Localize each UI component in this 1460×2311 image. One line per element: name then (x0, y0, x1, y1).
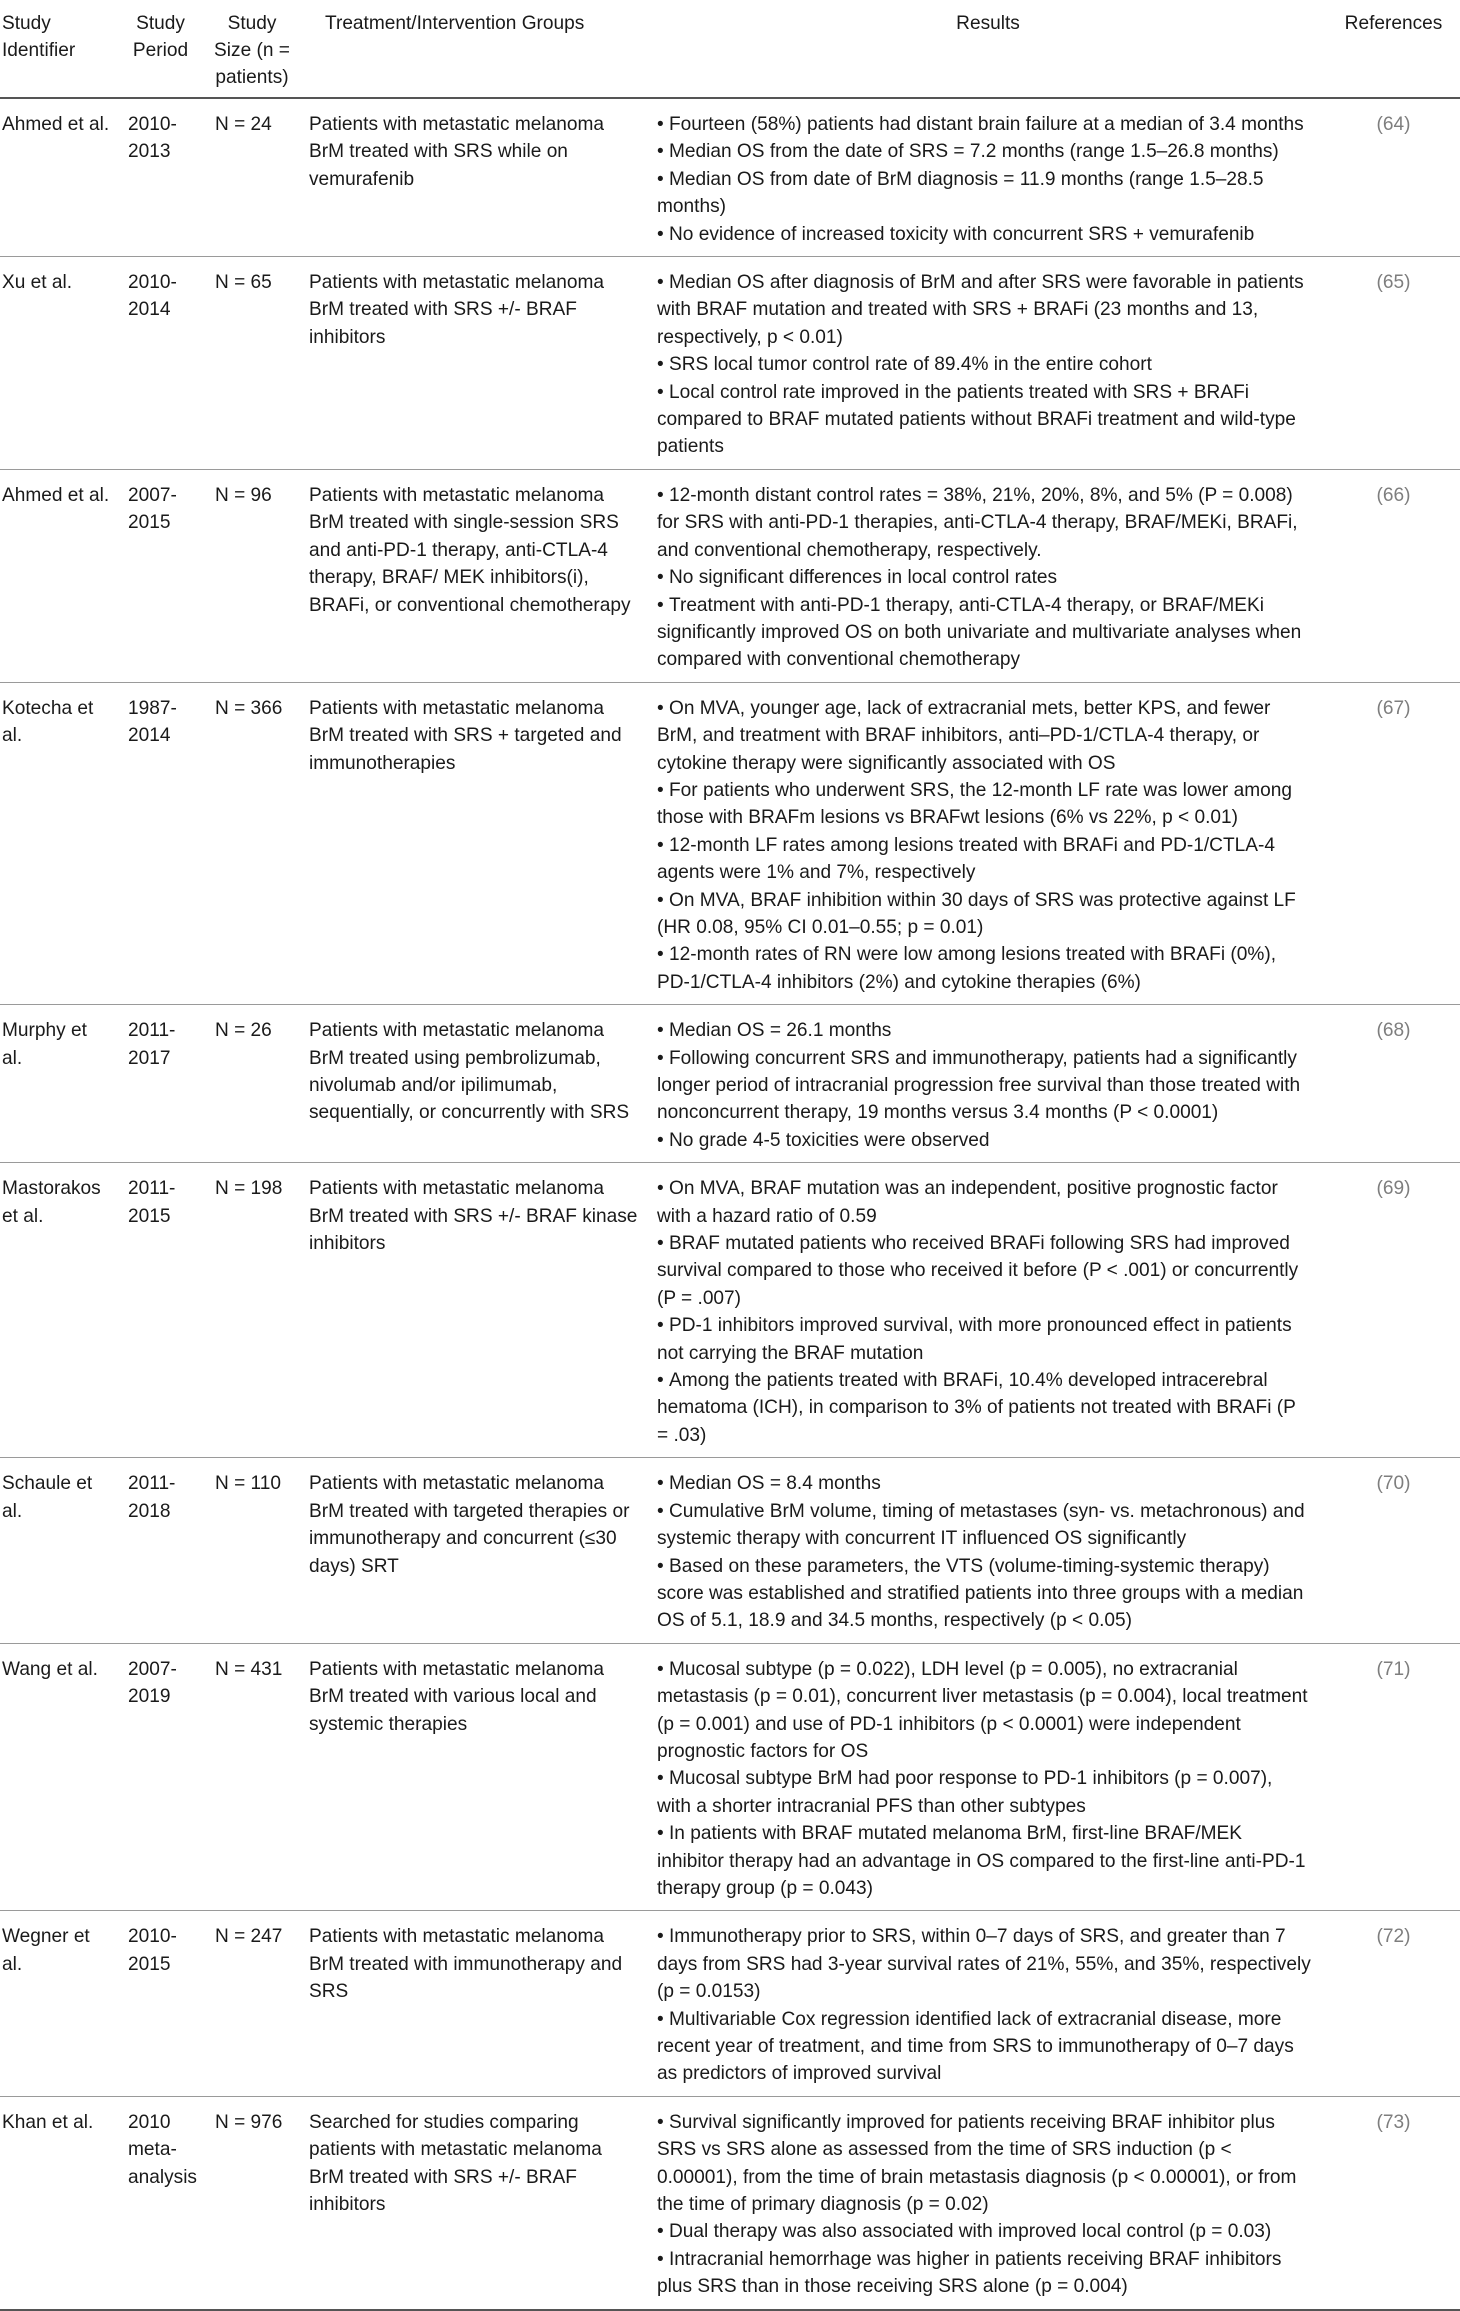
reference-link: (65) (1327, 257, 1460, 470)
study-period-cell: 2010 meta-analysis (118, 2096, 203, 2309)
result-bullet: • Median OS after diagnosis of BrM and after SRS were favorable in patients with BRAF mutation and treated with SRS + BRAFi (23 months and 13, respectively, p < 0.01) (657, 269, 1311, 351)
result-bullet: • Among the patients treated with BRAFi, 10.4% developed intracerebral hematoma (ICH), in comparison to 3% of patients not treated with BRAFi (P = .03) (657, 1367, 1311, 1449)
study-period-cell: 2010-2014 (118, 257, 203, 470)
result-bullet: • Median OS = 26.1 months (657, 1017, 1311, 1044)
table-row (0, 1911, 1460, 2096)
study-period-cell: 2007-2019 (118, 1643, 203, 1911)
reference-link: (73) (1327, 2096, 1460, 2309)
result-bullet: • On MVA, BRAF inhibition within 30 days of SRS was protective against LF (HR 0.08, 95% CI 0.01–0.55; p = 0.01) (657, 887, 1311, 942)
table-row (0, 1643, 1460, 1911)
table-row (0, 2096, 1460, 2309)
results-cell (649, 682, 1327, 1004)
result-bullet: • Median OS = 8.4 months (657, 1470, 1311, 1497)
study-size-cell: N = 976 (203, 2096, 301, 2309)
table-row (0, 469, 1460, 682)
result-bullet: • Median OS from date of BrM diagnosis = 11.9 months (range 1.5–28.5 months) (657, 166, 1311, 221)
reference-link: (70) (1327, 1458, 1460, 1643)
result-bullet: • No significant differences in local control rates (657, 564, 1311, 591)
result-bullet: • 12-month LF rates among lesions treated with BRAFi and PD-1/CTLA-4 agents were 1% and 7%, respectively (657, 832, 1311, 887)
result-bullet: • Local control rate improved in the patients treated with SRS + BRAFi compared to BRAF mutated patients without BRAFi treatment and wild-type patients (657, 379, 1311, 461)
study-size-cell: N = 247 (203, 1911, 301, 2096)
result-bullet: • No grade 4-5 toxicities were observed (657, 1127, 1311, 1154)
study-identifier-cell: Wang et al. (0, 1643, 118, 1911)
result-bullet: • Mucosal subtype BrM had poor response to PD-1 inhibitors (p = 0.007), with a shorter intracranial PFS than other subtypes (657, 1765, 1311, 1820)
result-bullet: • Dual therapy was also associated with improved local control (p = 0.03) (657, 2218, 1311, 2245)
treatment-cell: Patients with metastatic melanoma BrM treated with SRS +/- BRAF inhibitors (301, 257, 649, 470)
study-period-cell: 2011-2017 (118, 1005, 203, 1163)
header-treatment: Treatment/Intervention Groups (301, 0, 649, 98)
treatment-cell: Patients with metastatic melanoma BrM treated with SRS + targeted and immunotherapies (301, 682, 649, 1004)
study-identifier-cell: Xu et al. (0, 257, 118, 470)
result-bullet: • Following concurrent SRS and immunotherapy, patients had a significantly longer period of intracranial progression free survival than those treated with nonconcurrent therapy, 19 months versus 3.4 months (P < 0.0001) (657, 1045, 1311, 1127)
study-period-cell: 2010-2013 (118, 98, 203, 257)
result-bullet: • SRS local tumor control rate of 89.4% in the entire cohort (657, 351, 1311, 378)
result-bullet: • Treatment with anti-PD-1 therapy, anti-CTLA-4 therapy, or BRAF/MEKi significantly improved OS on both univariate and multivariate analyses when compared with conventional chemotherapy (657, 592, 1311, 674)
study-identifier-cell: Mastorakos et al. (0, 1163, 118, 1458)
results-cell (649, 1005, 1327, 1163)
results-cell (649, 469, 1327, 682)
study-size-cell: N = 110 (203, 1458, 301, 1643)
study-size-cell: N = 198 (203, 1163, 301, 1458)
study-period-cell: 2007-2015 (118, 469, 203, 682)
header-row (0, 0, 1460, 98)
result-bullet: • 12-month rates of RN were low among lesions treated with BRAFi (0%), PD-1/CTLA-4 inhibitors (2%) and cytokine therapies (6%) (657, 941, 1311, 996)
study-identifier-cell: Ahmed et al. (0, 98, 118, 257)
result-bullet: • Median OS from the date of SRS = 7.2 months (range 1.5–26.8 months) (657, 138, 1311, 165)
result-bullet: • Survival significantly improved for patients receiving BRAF inhibitor plus SRS vs SRS alone as assessed from the time of SRS induction (p < 0.00001), from the time of brain metastasis diagnosis (p < 0.00001), or from the time of primary diagnosis (p = 0.02) (657, 2109, 1311, 2219)
study-identifier-cell: Kotecha et al. (0, 682, 118, 1004)
study-size-cell: N = 96 (203, 469, 301, 682)
study-identifier-cell: Wegner et al. (0, 1911, 118, 2096)
result-bullet: • Intracranial hemorrhage was higher in patients receiving BRAF inhibitors plus SRS than in those receiving SRS alone (p = 0.004) (657, 2246, 1311, 2301)
result-bullet: • Immunotherapy prior to SRS, within 0–7 days of SRS, and greater than 7 days from SRS had 3-year survival rates of 21%, 55%, and 35%, respectively (p = 0.0153) (657, 1923, 1311, 2005)
study-size-cell: N = 431 (203, 1643, 301, 1911)
result-bullet: • BRAF mutated patients who received BRAFi following SRS had improved survival compared to those who received it before (P < .001) or concurrently (P = .007) (657, 1230, 1311, 1312)
result-bullet: • Based on these parameters, the VTS (volume-timing-systemic therapy) score was established and stratified patients into three groups with a median OS of 5.1, 18.9 and 34.5 months, respectively (p < 0.05) (657, 1553, 1311, 1635)
reference-link: (66) (1327, 469, 1460, 682)
header-study-identifier: Study Identifier (0, 0, 118, 98)
treatment-cell: Patients with metastatic melanoma BrM treated with immunotherapy and SRS (301, 1911, 649, 2096)
table-row (0, 257, 1460, 470)
study-size-cell: N = 65 (203, 257, 301, 470)
result-bullet: • For patients who underwent SRS, the 12-month LF rate was lower among those with BRAFm lesions vs BRAFwt lesions (6% vs 22%, p < 0.01) (657, 777, 1311, 832)
header-results: Results (649, 0, 1327, 98)
study-identifier-cell: Murphy et al. (0, 1005, 118, 1163)
table-body (0, 98, 1460, 2310)
study-period-cell: 1987-2014 (118, 682, 203, 1004)
result-bullet: • Cumulative BrM volume, timing of metastases (syn- vs. metachronous) and systemic therapy with concurrent IT influenced OS significantly (657, 1498, 1311, 1553)
study-identifier-cell: Schaule et al. (0, 1458, 118, 1643)
results-cell (649, 2096, 1327, 2309)
results-cell (649, 1163, 1327, 1458)
table-row (0, 1163, 1460, 1458)
results-cell (649, 1911, 1327, 2096)
result-bullet: • 12-month distant control rates = 38%, 21%, 20%, 8%, and 5% (P = 0.008) for SRS with anti-PD-1 therapies, anti-CTLA-4 therapy, BRAF/MEKi, BRAFi, and conventional chemotherapy, respectively. (657, 482, 1311, 564)
table-row (0, 98, 1460, 257)
treatment-cell: Searched for studies comparing patients with metastatic melanoma BrM treated with SRS +/- BRAF inhibitors (301, 2096, 649, 2309)
header-study-period: Study Period (118, 0, 203, 98)
reference-link: (64) (1327, 98, 1460, 257)
results-cell (649, 1643, 1327, 1911)
study-identifier-cell: Ahmed et al. (0, 469, 118, 682)
reference-link: (67) (1327, 682, 1460, 1004)
study-identifier-cell: Khan et al. (0, 2096, 118, 2309)
result-bullet: • No evidence of increased toxicity with concurrent SRS + vemurafenib (657, 221, 1311, 248)
study-period-cell: 2011-2015 (118, 1163, 203, 1458)
result-bullet: • PD-1 inhibitors improved survival, with more pronounced effect in patients not carrying the BRAF mutation (657, 1312, 1311, 1367)
study-period-cell: 2010-2015 (118, 1911, 203, 2096)
header-references: References (1327, 0, 1460, 98)
treatment-cell: Patients with metastatic melanoma BrM treated using pembrolizumab, nivolumab and/or ipilimumab, sequentially, or concurrently with SRS (301, 1005, 649, 1163)
reference-link: (69) (1327, 1163, 1460, 1458)
treatment-cell: Patients with metastatic melanoma BrM treated with targeted therapies or immunotherapy and concurrent (≤30 days) SRT (301, 1458, 649, 1643)
reference-link: (68) (1327, 1005, 1460, 1163)
table-row (0, 1005, 1460, 1163)
result-bullet: • Multivariable Cox regression identified lack of extracranial disease, more recent year of treatment, and time from SRS to immunotherapy of 0–7 days as predictors of improved survival (657, 2006, 1311, 2088)
study-period-cell: 2011-2018 (118, 1458, 203, 1643)
treatment-cell: Patients with metastatic melanoma BrM treated with various local and systemic therapies (301, 1643, 649, 1911)
table-row (0, 682, 1460, 1004)
result-bullet: • On MVA, younger age, lack of extracranial mets, better KPS, and fewer BrM, and treatment with BRAF inhibitors, anti–PD-1/CTLA-4 therapy, or cytokine therapy were significantly associated with OS (657, 695, 1311, 777)
study-size-cell: N = 24 (203, 98, 301, 257)
results-cell (649, 1458, 1327, 1643)
result-bullet: • Fourteen (58%) patients had distant brain failure at a median of 3.4 months (657, 111, 1311, 138)
result-bullet: • Mucosal subtype (p = 0.022), LDH level (p = 0.005), no extracranial metastasis (p = 0.01), concurrent liver metastasis (p = 0.004), local treatment (p = 0.001) and use of PD-1 inhibitors (p < 0.0001) were independent prognostic factors for OS (657, 1656, 1311, 1766)
results-cell (649, 98, 1327, 257)
table-row (0, 1458, 1460, 1643)
treatment-cell: Patients with metastatic melanoma BrM treated with SRS +/- BRAF kinase inhibitors (301, 1163, 649, 1458)
result-bullet: • In patients with BRAF mutated melanoma BrM, first-line BRAF/MEK inhibitor therapy had an advantage in OS compared to the first-line anti-PD-1 therapy group (p = 0.043) (657, 1820, 1311, 1902)
results-cell (649, 257, 1327, 470)
study-size-cell: N = 366 (203, 682, 301, 1004)
treatment-cell: Patients with metastatic melanoma BrM treated with single-session SRS and anti-PD-1 therapy, anti-CTLA-4 therapy, BRAF/ MEK inhibitors(i), BRAFi, or conventional chemotherapy (301, 469, 649, 682)
header-study-size: Study Size (n = patients) (203, 0, 301, 98)
treatment-cell: Patients with metastatic melanoma BrM treated with SRS while on vemurafenib (301, 98, 649, 257)
study-size-cell: N = 26 (203, 1005, 301, 1163)
result-bullet: • On MVA, BRAF mutation was an independent, positive prognostic factor with a hazard ratio of 0.59 (657, 1175, 1311, 1230)
reference-link: (71) (1327, 1643, 1460, 1911)
reference-link: (72) (1327, 1911, 1460, 2096)
